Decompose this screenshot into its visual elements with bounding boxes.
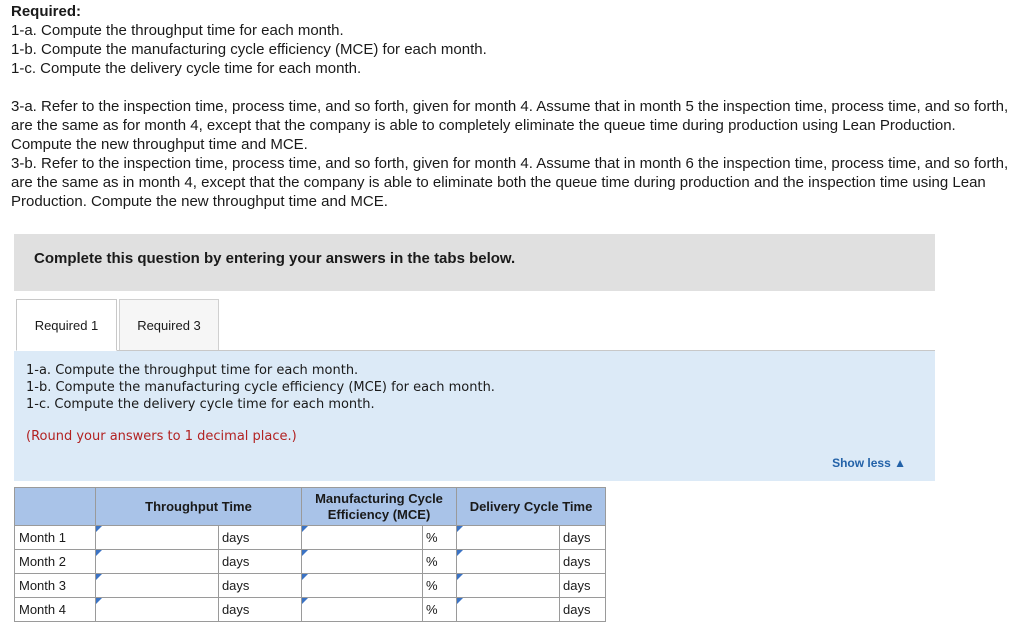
delivery-cycle-time-input[interactable] bbox=[457, 551, 559, 573]
mce-input[interactable] bbox=[302, 599, 422, 621]
show-less-label: Show less bbox=[832, 456, 891, 470]
delivery-cycle-time-cell bbox=[457, 598, 560, 622]
delivery-cycle-time-cell bbox=[457, 526, 560, 550]
corner-triangle-icon bbox=[302, 526, 308, 532]
corner-triangle-icon bbox=[96, 598, 102, 604]
row-label: Month 2 bbox=[15, 550, 96, 574]
throughput-time-input[interactable] bbox=[96, 551, 218, 573]
corner-triangle-icon bbox=[96, 526, 102, 532]
throughput-time-input[interactable] bbox=[96, 599, 218, 621]
tab-panel bbox=[14, 351, 935, 481]
mce-unit: % bbox=[423, 574, 457, 598]
delivery-cycle-time-input[interactable] bbox=[457, 575, 559, 597]
throughput-time-input[interactable] bbox=[96, 527, 218, 549]
corner-triangle-icon bbox=[457, 526, 463, 532]
mce-input[interactable] bbox=[302, 551, 422, 573]
mce-input[interactable] bbox=[302, 527, 422, 549]
mce-cell bbox=[302, 526, 423, 550]
corner-triangle-icon bbox=[302, 550, 308, 556]
round-note: (Round your answers to 1 decimal place.) bbox=[26, 429, 297, 444]
mce-unit: % bbox=[423, 550, 457, 574]
mce-input[interactable] bbox=[302, 575, 422, 597]
delivery-cycle-time-unit: days bbox=[560, 598, 606, 622]
delivery-cycle-time-input[interactable] bbox=[457, 527, 559, 549]
mce-unit: % bbox=[423, 598, 457, 622]
delivery-cycle-time-cell bbox=[457, 550, 560, 574]
required-section bbox=[11, 2, 1011, 211]
header-blank bbox=[15, 488, 96, 526]
delivery-cycle-time-unit: days bbox=[560, 526, 606, 550]
row-label: Month 1 bbox=[15, 526, 96, 550]
panel-instruction-1a: 1-a. Compute the throughput time for each month. bbox=[26, 363, 359, 378]
triangle-up-icon: ▲ bbox=[894, 456, 906, 470]
mce-cell bbox=[302, 550, 423, 574]
throughput-time-unit: days bbox=[218, 526, 301, 550]
header-delivery-cycle-time: Delivery Cycle Time bbox=[457, 488, 606, 526]
table-header-row bbox=[15, 488, 606, 526]
answer-table bbox=[14, 487, 606, 622]
mce-cell bbox=[302, 574, 423, 598]
tab-required-3-label: Required 3 bbox=[137, 317, 201, 333]
delivery-cycle-time-cell bbox=[457, 574, 560, 598]
header-throughput-time: Throughput Time bbox=[96, 488, 302, 526]
table-row bbox=[15, 526, 606, 550]
mce-unit: % bbox=[423, 526, 457, 550]
throughput-time-cell bbox=[96, 574, 219, 598]
required-item-1a: 1-a. Compute the throughput time for each month. bbox=[11, 22, 344, 39]
throughput-time-cell bbox=[96, 526, 219, 550]
delivery-cycle-time-unit: days bbox=[560, 574, 606, 598]
panel-instruction-1b: 1-b. Compute the manufacturing cycle efficiency (MCE) for each month. bbox=[26, 380, 495, 395]
throughput-time-unit: days bbox=[218, 550, 301, 574]
show-less-link[interactable] bbox=[832, 456, 906, 470]
corner-triangle-icon bbox=[457, 574, 463, 580]
table-row bbox=[15, 598, 606, 622]
corner-triangle-icon bbox=[302, 574, 308, 580]
header-mce-text: Manufacturing Cycle Efficiency (MCE) bbox=[315, 490, 443, 522]
throughput-time-cell bbox=[96, 550, 219, 574]
delivery-cycle-time-unit: days bbox=[560, 550, 606, 574]
corner-triangle-icon bbox=[302, 598, 308, 604]
panel-instructions bbox=[26, 362, 495, 413]
complete-question-banner bbox=[14, 234, 935, 291]
row-label: Month 3 bbox=[15, 574, 96, 598]
required-item-1b: 1-b. Compute the manufacturing cycle efficiency (MCE) for each month. bbox=[11, 41, 487, 58]
throughput-time-input[interactable] bbox=[96, 575, 218, 597]
header-mce bbox=[302, 488, 457, 526]
corner-triangle-icon bbox=[457, 550, 463, 556]
throughput-time-cell bbox=[96, 598, 219, 622]
required-item-1c: 1-c. Compute the delivery cycle time for each month. bbox=[11, 60, 362, 77]
row-label: Month 4 bbox=[15, 598, 96, 622]
tab-required-3[interactable] bbox=[119, 299, 219, 350]
tab-required-1[interactable] bbox=[16, 299, 117, 351]
tab-required-1-label: Required 1 bbox=[34, 317, 99, 333]
corner-triangle-icon bbox=[457, 598, 463, 604]
mce-cell bbox=[302, 598, 423, 622]
panel-instruction-1c: 1-c. Compute the delivery cycle time for each month. bbox=[26, 397, 375, 412]
delivery-cycle-time-input[interactable] bbox=[457, 599, 559, 621]
complete-question-text: Complete this question by entering your answers in the tabs below. bbox=[34, 250, 516, 267]
required-item-3a: 3-a. Refer to the inspection time, process time, and so forth, given for month 4. Assume that in month 5 the inspection time, process time, and so forth, are the same as for month 4, except that the company is able to completely eliminate the queue time during production using Lean Production. Compute the new throughput time and MCE. bbox=[11, 98, 1009, 153]
required-title: Required: bbox=[11, 3, 82, 20]
corner-triangle-icon bbox=[96, 574, 102, 580]
throughput-time-unit: days bbox=[218, 598, 301, 622]
table-row bbox=[15, 550, 606, 574]
throughput-time-unit: days bbox=[218, 574, 301, 598]
corner-triangle-icon bbox=[96, 550, 102, 556]
table-row bbox=[15, 574, 606, 598]
required-item-3b: 3-b. Refer to the inspection time, process time, and so forth, given for month 4. Assume that in month 6 the inspection time, process time, and so forth, are the same as in month 4, except that the company is able to eliminate both the queue time during production and the inspection time using Lean Production. Compute the new throughput time and MCE. bbox=[11, 155, 1009, 210]
